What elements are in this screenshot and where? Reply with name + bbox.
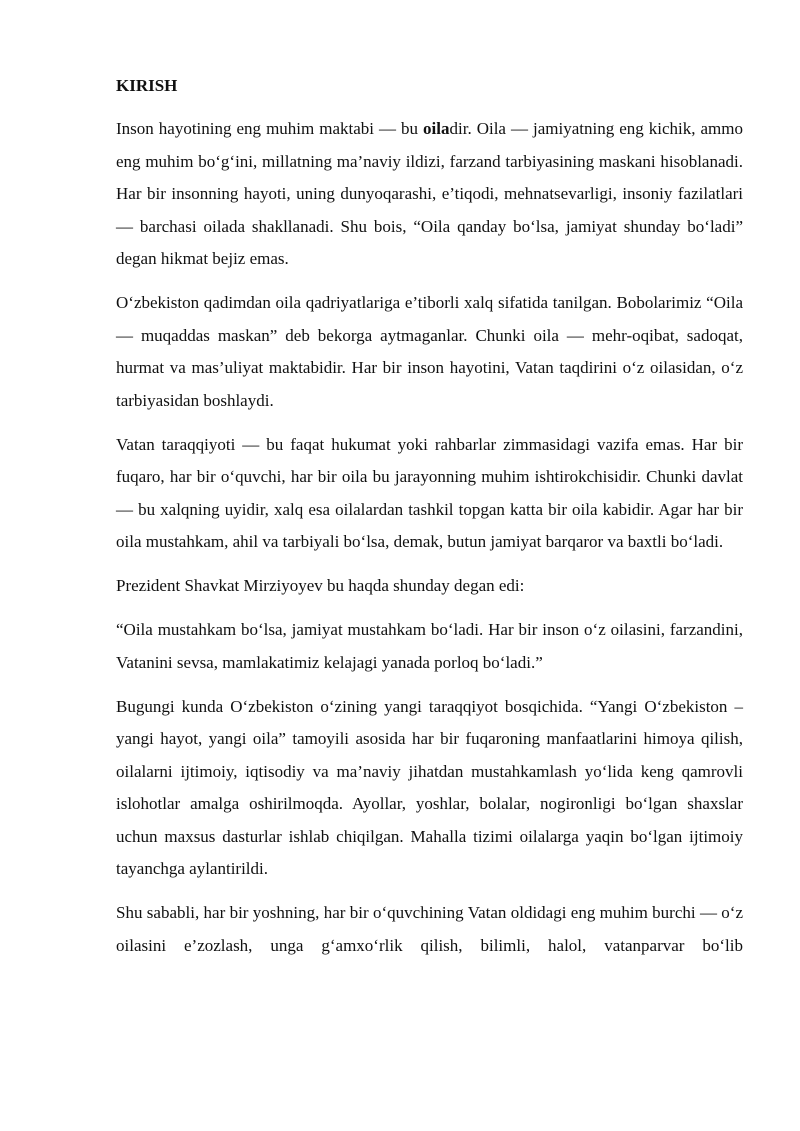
paragraph-1 (116, 113, 743, 276)
section-heading: KIRISH (116, 76, 178, 95)
paragraph-1-bold-word: oila (423, 119, 450, 138)
paragraph-2: O‘zbekiston qadimdan oila qadriyatlariga e’tiborli xalq sifatida tanilgan. Bobolarimiz “Oila — muqaddas maskan” deb bekorga aytmaganlar. Chunki oila — mehr-oqibat, sadoqat, hurmat va mas’uliyat maktabidir. Har bir inson hayotini, Vatan taqdirini o‘z oilasidan, o‘z tarbiyasidan boshlaydi. (116, 293, 743, 410)
paragraph-1-start: Inson hayotining eng muhim maktabi — bu (116, 119, 424, 138)
paragraph-5-quote: “Oila mustahkam bo‘lsa, jamiyat mustahkam bo‘ladi. Har bir inson o‘z oilasini, farzandini, Vatanini sevsa, mamlakatimiz kelajagi yanada porloq bo‘ladi.” (116, 620, 743, 672)
paragraph-6: Bugungi kunda O‘zbekiston o‘zining yangi taraqqiyot bosqichida. “Yangi O‘zbekiston – yangi hayot, yangi oila” tamoyili asosida har bir fuqaroning manfaatlarini himoya qilish, oilalarni ijtimoiy, iqtisodiy va ma’naviy jihatdan mustahkamlash yo‘lida keng qamrovli islohotlar amalga oshirilmoqda. Ayollar, yoshlar, bolalar, nogironligi bo‘lgan shaxslar uchun maxsus dasturlar ishlab chiqilgan. Mahalla tizimi oilalarga yaqin bo‘lgan ijtimoiy tayanchga aylantirildi. (116, 696, 743, 878)
document-page (116, 70, 743, 974)
paragraph-1-rest: dir. Oila — jamiyatning eng kichik, ammo eng muhim bo‘g‘ini, millatning ma’naviy ildizi, farzand tarbiyasining maskani hisoblanadi. Har bir insonning hayoti, uning dunyoqarashi, e’tiqodi, mehnatsevarligi, insoniy fazilatlari — barchasi oilada shakllanadi. Shu bois, “Oila qanday bo‘lsa, jamiyat shunday bo‘ladi” degan hikmat bejiz emas. (116, 119, 744, 268)
paragraph-4: Prezident Shavkat Mirziyoyev bu haqda shunday degan edi: (116, 576, 525, 595)
paragraph-7: Shu sababli, har bir yoshning, har bir o‘quvchining Vatan oldidagi eng muhim burchi — o‘z oilasini e’zozlash, unga g‘amxo‘rlik qilish, bilimli, halol, vatanparvar bo‘lib (116, 903, 743, 955)
paragraph-3: Vatan taraqqiyoti — bu faqat hukumat yoki rahbarlar zimmasidagi vazifa emas. Har bir fuqaro, har bir o‘quvchi, har bir oila bu jarayonning muhim ishtirokchisidir. Chunki davlat — bu xalqning uyidir, xalq esa oilalardan tashkil topgan katta bir oila kabidir. Agar har bir oila mustahkam, ahil va tarbiyali bo‘lsa, demak, butun jamiyat barqaror va baxtli bo‘ladi. (116, 434, 743, 551)
